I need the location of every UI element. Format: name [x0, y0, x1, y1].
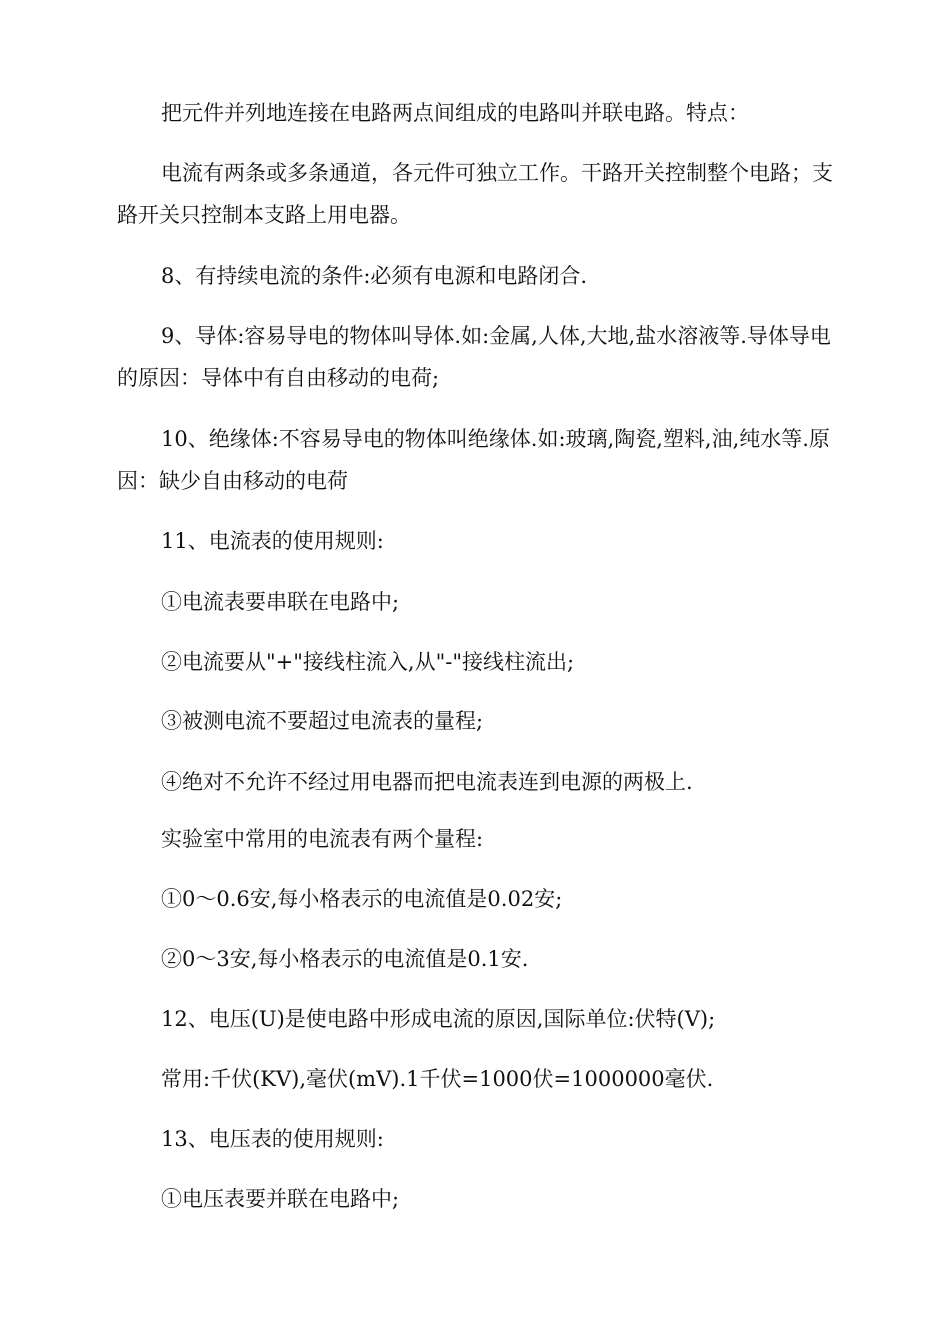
paragraph-item-13: 13、电压表的使用规则:	[161, 1127, 384, 1151]
paragraph-parallel-circuit-definition: 把元件并列地连接在电路两点间组成的电路叫并联电路。特点：	[161, 101, 749, 125]
paragraph-ammeter-rule-1: ①电流表要串联在电路中;	[161, 590, 400, 614]
paragraph-item-11: 11、电流表的使用规则:	[161, 529, 384, 553]
paragraph-ammeter-rule-2: ②电流要从"+"接线柱流入,从"-"接线柱流出;	[161, 650, 575, 674]
paragraph-item-12: 12、电压(U)是使电路中形成电流的原因,国际单位:伏特(V);	[161, 1007, 716, 1031]
paragraph-range-2: ②0～3安,每小格表示的电流值是0.1安.	[161, 947, 529, 971]
paragraph-voltmeter-rule-1: ①电压表要并联在电路中;	[161, 1187, 400, 1211]
paragraph-ammeter-rule-3: ③被测电流不要超过电流表的量程;	[161, 709, 484, 733]
paragraph-voltage-units: 常用:千伏(KV),毫伏(mV).1千伏=1000伏=1000000毫伏.	[161, 1067, 714, 1091]
paragraph-parallel-circuit-features: 电流有两条或多条通道，各元件可独立工作。干路开关控制整个电路；支路开关只控制本支路上用电器。	[117, 161, 833, 227]
paragraph-item-9: 9、导体:容易导电的物体叫导体.如:金属,人体,大地,盐水溶液等.导体导电的原因：导体中有自由移动的电荷;	[117, 324, 831, 390]
paragraph-item-10: 10、绝缘体:不容易导电的物体叫绝缘体.如:玻璃,陶瓷,塑料,油,纯水等.原因：缺少自由移动的电荷	[117, 427, 830, 493]
paragraph-range-1: ①0～0.6安,每小格表示的电流值是0.02安;	[161, 887, 563, 911]
paragraph-lab-ammeter-ranges: 实验室中常用的电流表有两个量程:	[161, 827, 484, 851]
paragraph-ammeter-rule-4: ④绝对不允许不经过用电器而把电流表连到电源的两极上.	[161, 770, 693, 794]
paragraph-item-8: 8、有持续电流的条件:必须有电源和电路闭合.	[161, 264, 588, 288]
